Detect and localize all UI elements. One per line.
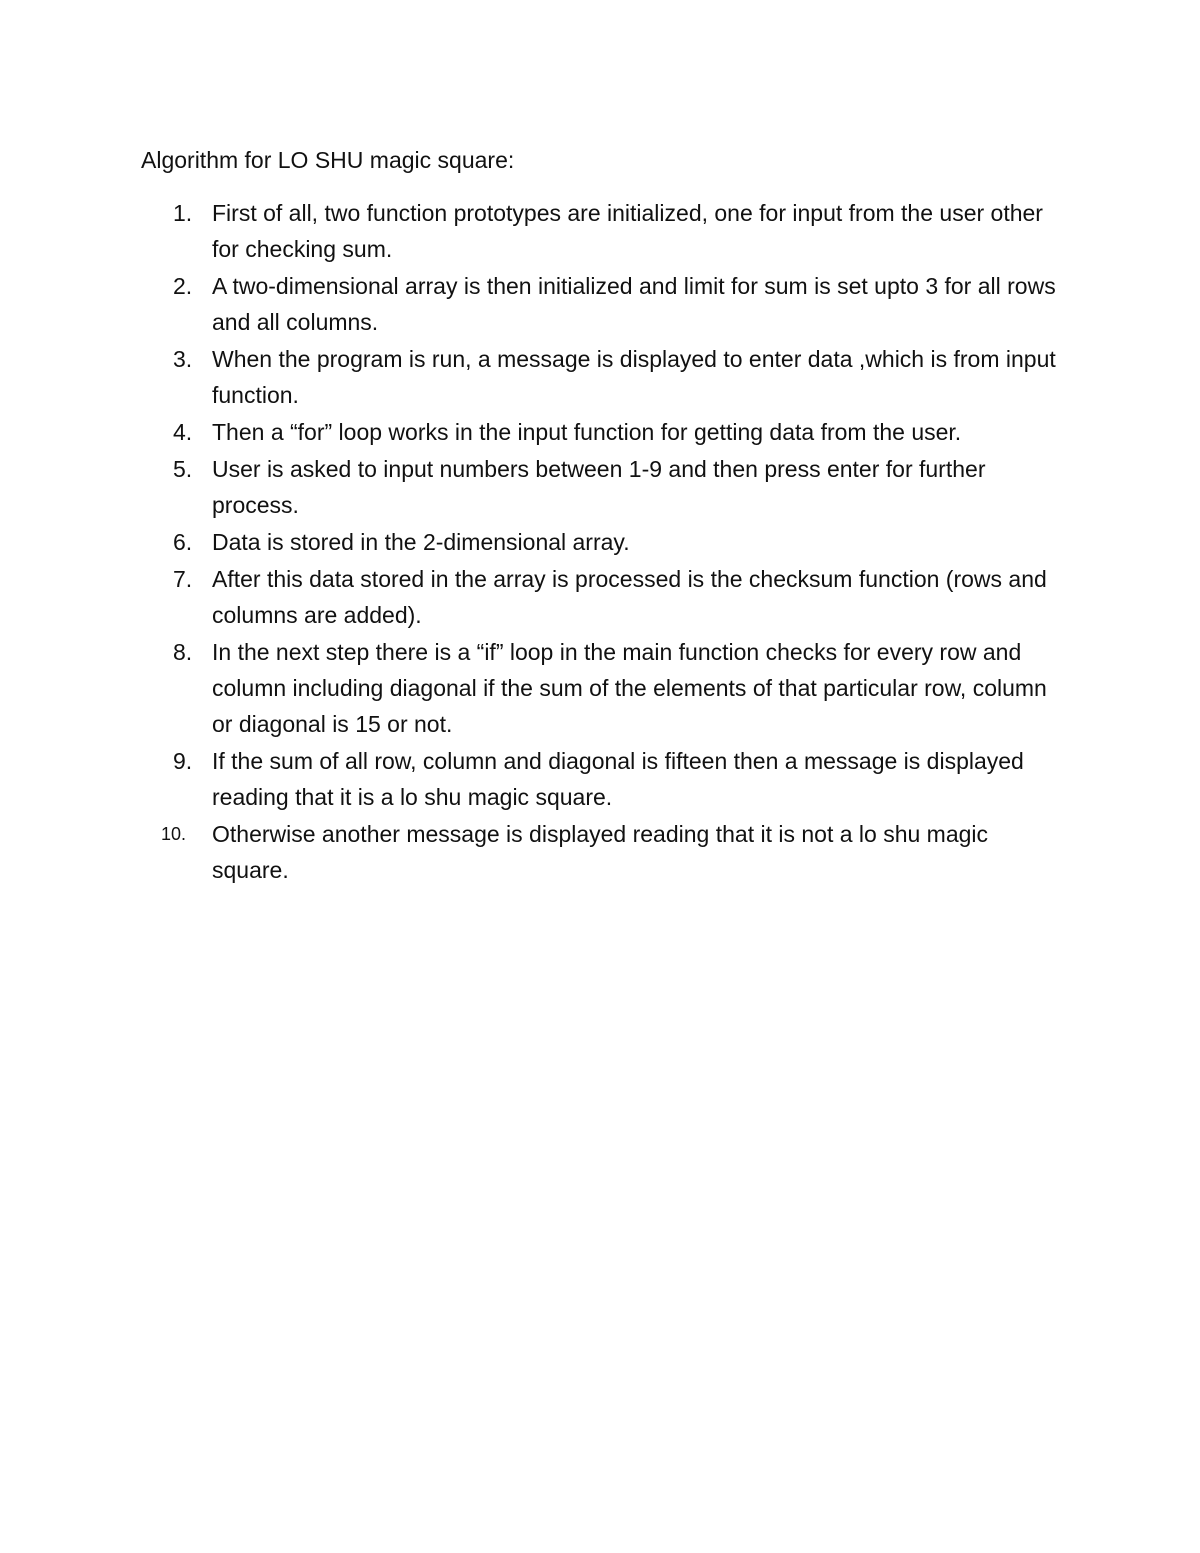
step-text: After this data stored in the array is processed is the checksum function (rows and columns are added). — [212, 566, 1047, 628]
step-text: Otherwise another message is displayed reading that it is not a lo shu magic square. — [212, 821, 989, 883]
list-item — [141, 524, 1071, 560]
step-text: A two-dimensional array is then initialized and limit for sum is set upto 3 for all rows and all columns. — [212, 273, 1056, 335]
step-number: 9. — [173, 748, 193, 774]
step-number: 7. — [173, 566, 193, 592]
step-text: In the next step there is a “if” loop in the main function checks for every row and column including diagonal if the sum of the elements of that particular row, column or diagonal is 15 or not. — [212, 639, 1047, 737]
list-item — [141, 816, 1071, 888]
list-item — [141, 195, 1071, 267]
algorithm-steps-list — [141, 195, 1071, 889]
list-item — [141, 634, 1071, 742]
step-number: 4. — [173, 419, 193, 445]
step-number: 5. — [173, 456, 193, 482]
step-number: 1. — [173, 200, 193, 226]
list-item — [141, 268, 1071, 340]
step-text: User is asked to input numbers between 1-9 and then press enter for further process. — [212, 456, 986, 518]
list-item — [141, 451, 1071, 523]
step-number: 10. — [161, 824, 187, 844]
list-item — [141, 414, 1071, 450]
step-text: Data is stored in the 2-dimensional array. — [212, 529, 630, 555]
step-number: 8. — [173, 639, 193, 665]
step-text: Then a “for” loop works in the input function for getting data from the user. — [212, 419, 962, 445]
list-item — [141, 341, 1071, 413]
document-title: Algorithm for LO SHU magic square: — [141, 147, 515, 173]
step-text: First of all, two function prototypes are initialized, one for input from the user other for checking sum. — [212, 200, 1043, 262]
step-number: 3. — [173, 346, 193, 372]
step-text: When the program is run, a message is displayed to enter data ,which is from input function. — [212, 346, 1056, 408]
list-item — [141, 561, 1071, 633]
list-item — [141, 743, 1071, 815]
step-number: 2. — [173, 273, 193, 299]
step-number: 6. — [173, 529, 193, 555]
step-text: If the sum of all row, column and diagonal is fifteen then a message is displayed reading that it is a lo shu magic square. — [212, 748, 1024, 810]
